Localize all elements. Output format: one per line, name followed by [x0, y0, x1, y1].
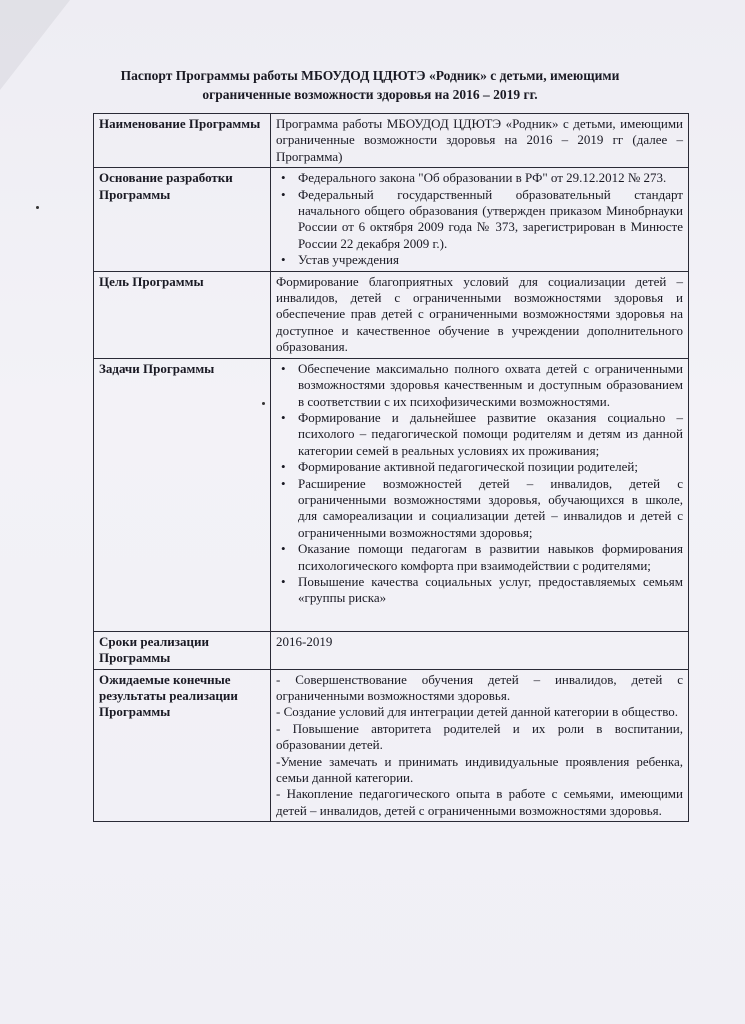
basis-item: • Федерального закона "Об образовании в РФ" от 29.12.2012 № 273. [298, 170, 683, 186]
row-tasks [94, 358, 689, 631]
result-line: -Умение замечать и принимать индивидуальные проявления ребенка, семьи данной категории. [276, 753, 683, 786]
row-terms-content: 2016-2019 [271, 631, 689, 669]
title-line-2: ограниченные возможности здоровья на 2016 – 2019 гг. [202, 87, 538, 102]
row-tasks-label: Задачи Программы [94, 358, 271, 631]
row-results [94, 669, 689, 822]
title-line-1: Паспорт Программы работы МБОУДОД ЦДЮТЭ «Родник» с детьми, имеющими [120, 68, 620, 83]
scan-speck [262, 402, 265, 405]
document-title [60, 66, 680, 104]
task-item: • Формирование активной педагогической позиции родителей; [298, 459, 683, 475]
row-results-content [271, 669, 689, 822]
row-terms-label: Сроки реализации Программы [94, 631, 271, 669]
tasks-list [276, 361, 683, 607]
basis-list [276, 170, 683, 268]
row-name-label: Наименование Программы [94, 114, 271, 168]
row-terms [94, 631, 689, 669]
row-goal [94, 271, 689, 358]
row-goal-content: Формирование благоприятных условий для социализации детей – инвалидов, детей с ограниченными возможностями здоровья и обеспечение прав детей с ограниченными возможностями здоровья на доступное и качественное обучение в учреждении дополнительного образования. [271, 271, 689, 358]
result-line: - Создание условий для интеграции детей данной категории в общество. [276, 704, 679, 720]
row-tasks-content [271, 358, 689, 631]
basis-item: • Федеральный государственный образовательный стандарт начального общего образования (утвержден приказом Минобрнауки России от 6 октября 2009 года № 373, зарегистрирован в Минюсте России 22 декабря 2009 г.). [298, 187, 683, 253]
row-basis [94, 168, 689, 271]
row-name [94, 114, 689, 168]
result-line: - Повышение авторитета родителей и их роли в воспитании, образовании детей. [276, 720, 683, 753]
row-name-content: Программа работы МБОУДОД ЦДЮТЭ «Родник» с детьми, имеющими ограниченные возможности здоровья на 2016 – 2019 гг (далее – Программа) [271, 114, 689, 168]
task-item: • Повышение качества социальных услуг, предоставляемых семьям «группы риска» [298, 574, 683, 607]
row-basis-content [271, 168, 689, 271]
task-item: • Обеспечение максимально полного охвата детей с ограниченными возможностями здоровья качественным и доступным образованием в соответствии с их психофизическими возможностями. [298, 361, 683, 410]
passport-table [93, 113, 689, 822]
result-line: - Накопление педагогического опыта в работе с семьями, имеющими детей – инвалидов, детей с ограниченными возможностями здоровья. [276, 786, 683, 818]
basis-item: • Устав учреждения [298, 252, 683, 268]
scan-speck [36, 206, 39, 209]
task-item: • Формирование и дальнейшее развитие оказания социально – психолого – педагогической помощи родителям и детям из данной категории семей в реальных условиях их проживания; [298, 410, 683, 459]
row-results-label: Ожидаемые конечные результаты реализации Программы [94, 669, 271, 822]
row-basis-label: Основание разработки Программы [94, 168, 271, 271]
row-goal-label: Цель Программы [94, 271, 271, 358]
task-item: • Оказание помощи педагогам в развитии навыков формирования психологического комфорта при взаимодействии с родителями; [298, 541, 683, 574]
result-line: - Совершенствование обучения детей – инвалидов, детей с ограниченными возможностями здоровья. [276, 671, 683, 703]
task-item: • Расширение возможностей детей – инвалидов, детей с ограниченными возможностями здоровья, обучающихся в школе, для самореализации и социализации детей – инвалидов и детей с ограниченными возможностями здоровья; [298, 476, 683, 542]
